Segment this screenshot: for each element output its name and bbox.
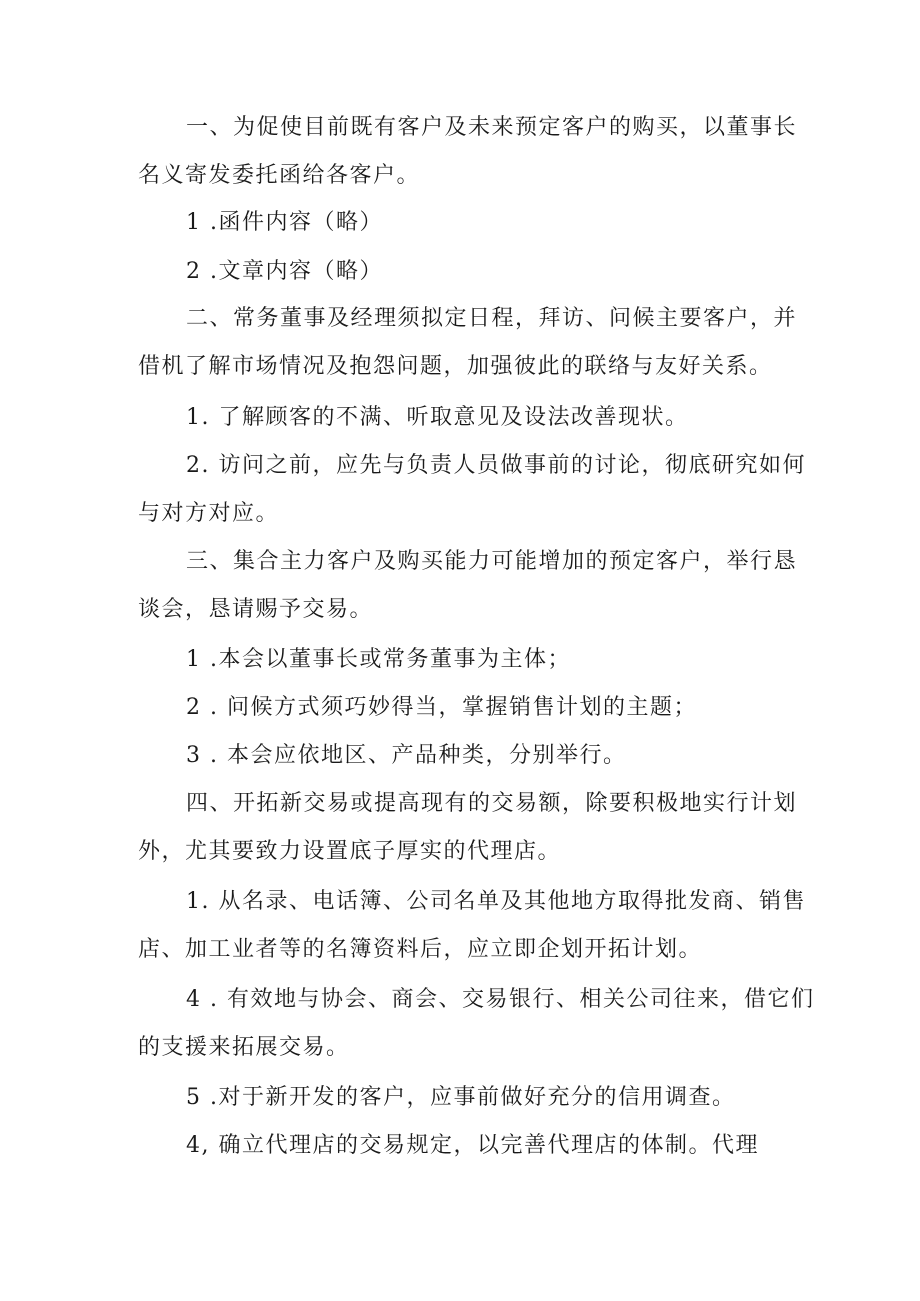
paragraph-line: 1 .函件内容（略） — [186, 210, 383, 235]
paragraph-3 — [138, 248, 793, 296]
paragraph-2 — [138, 199, 793, 247]
paragraph-line: 借机了解市场情况及抱怨问题，加强彼此的联络与友好关系。 — [138, 354, 773, 379]
paragraph-line: 1. 了解顾客的不满、听取意见及设法改善现状。 — [186, 405, 689, 430]
paragraph-5 — [138, 394, 793, 442]
paragraph-15 — [138, 1122, 793, 1170]
paragraph-line: 与对方对应。 — [138, 501, 280, 526]
paragraph-11 — [138, 780, 798, 876]
paragraph-line: 2. 访问之前，应先与负责人员做事前的讨论，彻底研究如何 — [186, 453, 806, 478]
paragraph-line: 二、常务董事及经理须拟定日程，拜访、问候主要客户，并 — [186, 306, 798, 331]
paragraph-12 — [138, 878, 806, 974]
paragraph-8 — [138, 636, 793, 684]
paragraph-13 — [138, 976, 815, 1072]
paragraph-7 — [138, 538, 798, 634]
paragraph-line: 一、为促使目前既有客户及未来预定客户的购买，以董事长 — [186, 115, 798, 140]
paragraph-line: 四、开拓新交易或提高现有的交易额，除要积极地实行计划 — [186, 791, 798, 816]
paragraph-6 — [138, 442, 806, 538]
paragraph-line: 4, 确立代理店的交易规定，以完善代理店的体制。代理 — [186, 1133, 759, 1158]
paragraph-10 — [138, 732, 793, 780]
paragraph-line: 店、加工业者等的名簿资料后，应立即企划开拓计划。 — [138, 937, 703, 962]
paragraph-4 — [138, 295, 798, 391]
paragraph-line: 1. 从名录、电话簿、公司名单及其他地方取得批发商、销售 — [186, 889, 806, 914]
paragraph-line: 2 .文章内容（略） — [186, 259, 383, 284]
paragraph-9 — [138, 684, 793, 732]
paragraph-line: 外，尤其要致力设置底子厚实的代理店。 — [138, 839, 562, 864]
paragraph-14 — [138, 1074, 793, 1122]
paragraph-1 — [138, 104, 798, 200]
paragraph-line: 4 . 有效地与协会、商会、交易银行、相关公司往来，借它们 — [186, 987, 815, 1012]
paragraph-line: 的支援来拓展交易。 — [138, 1035, 350, 1060]
paragraph-line: 1 .本会以董事长或常务董事为主体； — [186, 647, 571, 672]
paragraph-line: 2 . 问候方式须巧妙得当，掌握销售计划的主题； — [186, 695, 697, 720]
paragraph-line: 3 . 本会应依地区、产品种类，分别举行。 — [186, 743, 627, 768]
paragraph-line: 三、集合主力客户及购买能力可能增加的预定客户，举行恳 — [186, 549, 798, 574]
paragraph-line: 名义寄发委托函给各客户。 — [138, 163, 421, 188]
paragraph-line: 谈会，恳请赐予交易。 — [138, 597, 374, 622]
paragraph-line: 5 .对于新开发的客户，应事前做好充分的信用调查。 — [186, 1085, 736, 1110]
